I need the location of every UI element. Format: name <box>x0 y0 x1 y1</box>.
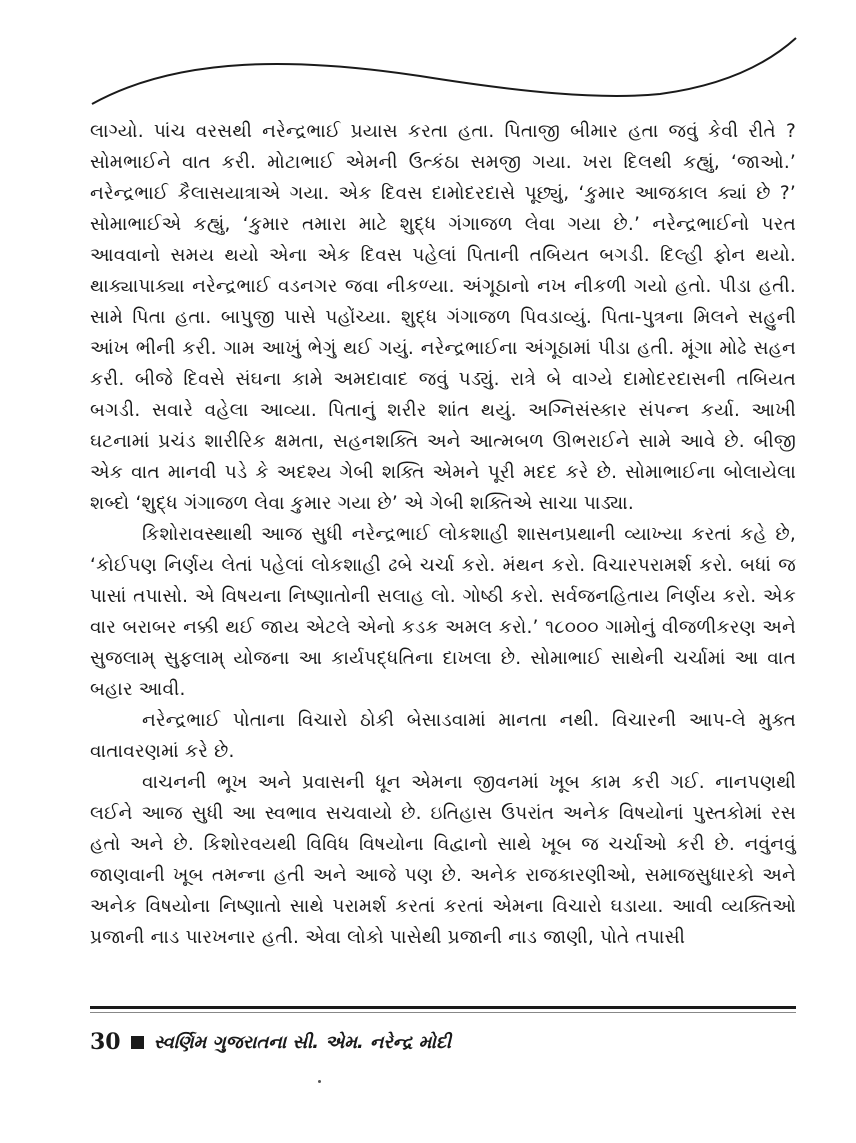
paragraph: વાચનની ભૂખ અને પ્રવાસની ધૂન એમના જીવનમાં ખૂબ કામ કરી ગઈ. નાનપણથી લઈને આજ સુધી આ સ્વભાવ સચવાયો છે. ઇતિહાસ ઉપરાંત અનેક વિષયોનાં પુસ્તકોમાં રસ હતો અને છે. કિશોરવયથી વિવિધ વિષયોના વિદ્વાનો સાથે ખૂબ જ ચર્ચાઓ કરી છે. નવુંનવું જાણવાની ખૂબ તમન્ના હતી અને આજે પણ છે. અનેક રાજકારણીઓ, સમાજસુધારકો અને અનેક વિષયોના નિષ્ણાતો સાથે પરામર્શ કરતાં કરતાં એમના વિચારો ઘડાયા. આવી વ્યક્તિઓ પ્રજાની નાડ પારખનાર હતી. એવા લોકો પાસેથી પ્રજાની નાડ જાણી, પોતે તપાસી <box>90 772 796 948</box>
decorative-wave-header <box>0 0 856 120</box>
main-text <box>90 116 796 953</box>
page-footer <box>90 1028 451 1056</box>
paragraph: કિશોરાવસ્થાથી આજ સુધી નરેન્દ્રભાઈ લોકશાહી શાસનપ્રથાની વ્યાખ્યા કરતાં કહે છે, ‘કોઈપણ નિર્ણય લેતાં પહેલાં લોકશાહી ઢબે ચર્ચા કરો. મંથન કરો. વિચારપરામર્શ કરો. બધાં જ પાસાં તપાસો. એ વિષયના નિષ્ણાતોની સલાહ લો. ગોષ્ઠી કરો. સર્વજનહિતાય નિર્ણય કરો. એક વાર બરાબર નક્કી થઈ જાય એટલે એનો કડક અમલ કરો.’ ૧૮૦૦૦ ગામોનું વીજળીકરણ અને સુજલામ્ સુફલામ્ યોજના આ કાર્યપદ્ધતિના દાખલા છે. સોમાભાઈ સાથેની ચર્ચામાં આ વાત બહાર આવી. <box>90 524 796 700</box>
running-title: સ્વર્ણિમ ગુજરાતના સી. એમ. નરેન્દ્ર મોદી <box>153 1031 452 1053</box>
paragraph: નરેન્દ્રભાઈ પોતાના વિચારો ઠોકી બેસાડવામાં માનતા નથી. વિચારની આપ-લે મુક્ત વાતાવરણમાં કરે છે. <box>90 710 796 762</box>
footer-rule-shadow <box>90 1012 796 1013</box>
scan-speck <box>318 1080 321 1083</box>
black-square-icon <box>131 1036 144 1049</box>
footer-rule <box>90 1006 796 1009</box>
paragraph: લાગ્યો. પાંચ વરસથી નરેન્દ્રભાઈ પ્રયાસ કરતા હતા. પિતાજી બીમાર હતા જવું કેવી રીતે ? સોમભાઈને વાત કરી. મોટાભાઈ એમની ઉત્કંઠા સમજી ગયા. ખરા દિલથી કહ્યું, ‘જાઓ.’ નરેન્દ્રભાઈ કૈલાસયાત્રાએ ગયા. એક દિવસ દામોદરદાસે પૂછ્યું, ‘કુમાર આજકાલ ક્યાં છે ?’ સોમાભાઈએ કહ્યું, ‘કુમાર તમારા માટે શુદ્ધ ગંગાજળ લેવા ગયા છે.’ નરેન્દ્રભાઈનો પરત આવવાનો સમય થયો એના એક દિવસ પહેલાં પિતાની તબિયત બગડી. દિલ્હી ફોન થયો. થાક્યાપાક્યા નરેન્દ્રભાઈ વડનગર જવા નીકળ્યા. અંગૂઠાનો નખ નીકળી ગયો હતો. પીડા હતી. સામે પિતા હતા. બાપુજી પાસે પહોંચ્યા. શુદ્ધ ગંગાજળ પિવડાવ્યું. પિતા-પુત્રના મિલને સહુની આંખ ભીની કરી. ગામ આખું ભેગું થઈ ગયું. નરેન્દ્રભાઈના અંગૂઠામાં પીડા હતી. મૂંગા મોઢે સહન કરી. બીજે દિવસે સંઘના કામે અમદાવાદ જવું પડ્યું. રાત્રે બે વાગ્યે દામોદરદાસની તબિયત બગડી. સવારે વહેલા આવ્યા. પિતાનું શરીર શાંત થયું. અગ્નિસંસ્કાર સંપન્ન કર્યા. આખી ઘટનામાં પ્રચંડ શારીરિક ક્ષમતા, સહનશક્તિ અને આત્મબળ ઊભરાઈને સામે આવે છે. બીજી એક વાત માનવી પડે કે અદશ્ય ગેબી શક્તિ એમને પૂરી મદદ કરે છે. સોમાભાઈના બોલાયેલા શબ્દો ‘શુદ્ધ ગંગાજળ લેવા કુમાર ગયા છે’ એ ગેબી શક્તિએ સાચા પાડ્યા. <box>90 121 796 514</box>
page-number: 30 <box>90 1029 121 1055</box>
